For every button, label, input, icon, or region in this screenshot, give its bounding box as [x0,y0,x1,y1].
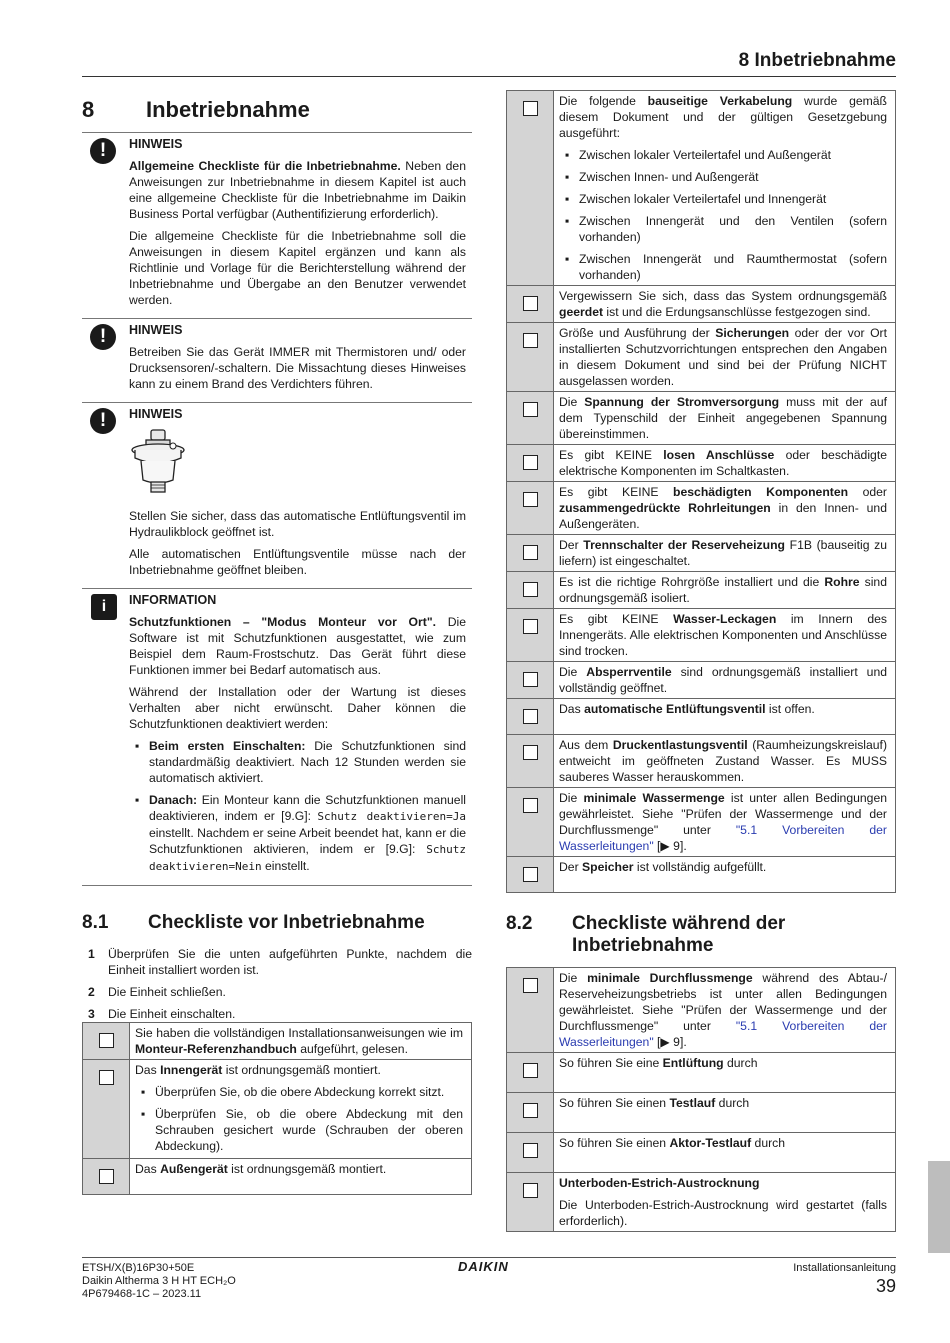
footer-rule [82,1257,896,1258]
exclamation-icon: ! [90,138,116,164]
checkbox[interactable] [523,101,538,116]
table-row: Sie haben die vollständigen Installationsanweisungen wie im Monteur-Referenzhandbuch aufgeführt, gelesen. [83,1023,472,1060]
list-item: ▪ Danach: Ein Monteur kann die Schutzfunktionen manuell deaktivieren, indem er [9.G]: Schutz deaktivieren=Ja einstellt. Nachdem er seine Arbeit beendet hat, kann er die Schutzfunktionen aktivieren, indem er [9.G]: Schutz deaktivieren=Nein einstellt. [135,793,467,873]
table-row: Die Spannung der Stromversorgung muss mit der auf dem Typenschild der Einheit angegebenen Spannung übereinstimmen. [507,392,896,445]
list-item: ▪ Zwischen lokaler Verteilertafel und Außengerät [565,148,832,162]
note-general-checklist [82,132,472,314]
checkbox[interactable] [523,867,538,882]
checkbox[interactable] [523,978,538,993]
list-item: ▪ Beim ersten Einschalten: Die Schutzfunktionen sind standardmäßig deaktiviert. Nach 12 Stunden werden sie automatisch aktiviert. [135,739,466,785]
checkbox[interactable] [523,619,538,634]
exclamation-icon: ! [90,324,116,350]
checkbox[interactable] [523,745,538,760]
exclamation-icon: ! [90,408,116,434]
checkbox[interactable] [523,798,538,813]
table-row: So führen Sie einen Aktor-Testlauf durch [507,1133,896,1173]
table-row: Der Trennschalter der Reserveheizung F1B (bauseitig zu liefern) ist eingeschaltet. [507,535,896,572]
checkbox[interactable] [523,545,538,560]
list-item: ▪ Überprüfen Sie, ob die obere Abdeckung mit den Schrauben gesichert wurde (Schrauben der oberen Abdeckung). [141,1107,463,1153]
list-item: ▪ Zwischen Innengerät und Raumthermostat (sofern vorhanden) [565,252,887,282]
note-heading: INFORMATION [129,593,217,607]
note-protection-functions [82,588,472,886]
footer-doc-info: ETSH/X(B)16P30+50E Daikin Altherma 3 H HT ECH₂O 4P679468-1C – 2023.11 [82,1262,236,1300]
table-row: Unterboden-Estrich-Austrocknung Die Unterboden-Estrich-Austrocknung wird gestartet (falls erforderlich). [507,1173,896,1232]
table-row: Es gibt KEINE losen Anschlüsse oder beschädigte elektrische Komponenten im Schaltkasten. [507,445,896,482]
table-row: Es gibt KEINE beschädigten Komponenten oder zusammengedrückte Rohrleitungen in den Innen- und Außengeräten. [507,482,896,535]
checklist-before-commissioning [82,1022,472,1195]
checkbox[interactable] [523,709,538,724]
checkbox[interactable] [523,1183,538,1198]
checkbox[interactable] [523,333,538,348]
table-row: Das Innengerät ist ordnungsgemäß montiert. ▪ Überprüfen Sie, ob die obere Abdeckung korrekt sitzt. ▪ Überprüfen Sie, ob die obere Abdeckung mit den Schrauben gesichert wurde (Schrauben der oberen Abdeckung). [83,1060,472,1159]
checkbox[interactable] [523,1063,538,1078]
list-item: ▪ Zwischen lokaler Verteilertafel und Innengerät [565,192,827,206]
step-item: 1 Überprüfen Sie die unten aufgeführten Punkte, nachdem die Einheit installiert worden ist. [88,947,472,977]
note-paragraph: Betreiben Sie das Gerät IMMER mit Thermistoren und/ oder Drucksensoren/-schaltern. Die Missachtung dieses Hinweises kann zu einem Brand des Verdichters führen. [129,345,466,391]
left-column [82,90,472,1195]
note-thermistors [82,318,472,398]
checkbox[interactable] [523,455,538,470]
checkbox[interactable] [99,1169,114,1184]
checkbox[interactable] [523,1143,538,1158]
note-paragraph: Die allgemeine Checkliste für die Inbetriebnahme soll die Anweisungen in diesem Kapitel ergänzen und kann als Richtlinie und Vorlage für die Berichterstellung während der Inbetriebnahme und Übergabe an den Benutzer verwendet werden. [129,229,466,307]
chapter-heading [82,90,472,130]
checkbox[interactable] [523,492,538,507]
header-rule [82,76,896,77]
info-icon: i [91,594,117,620]
checkbox[interactable] [523,672,538,687]
table-row: Die minimale Wassermenge ist unter allen Bedingungen gewährleistet. Siehe "Prüfen der Wassermenge und der Durchflussmenge" unter "5.1 Vorbereiten der Wasserleitungen" [▶ 9]. [507,788,896,857]
table-row: Die minimale Durchflussmenge während des Abtau-/ Reserveheizungsbetriebs ist unter allen Bedingungen gewährleistet. Siehe "Prüfen der Wassermenge und der Durchflussmenge" unter "5.1 Vorbereiten der Wasserleitungen" [▶ 9]. [507,968,896,1053]
side-tab-marker [928,1161,950,1253]
note-air-vent [82,402,472,584]
step-item: 3 Die Einheit einschalten. [88,1007,236,1021]
checkbox[interactable] [523,1103,538,1118]
note-paragraph: Während der Installation oder der Wartung ist dieses Verhalten aber nicht erwünscht. Daher können die Schutzfunktionen deaktiviert werden: [129,685,466,731]
note-heading: HINWEIS [129,323,183,337]
note-heading: HINWEIS [129,137,183,151]
section-heading-8-1: 8.1 Checkliste vor Inbetriebnahme [82,912,425,933]
table-row: Die folgende bauseitige Verkabelung wurde gemäß diesem Dokument und der gültigen Gesetzgebung ausgeführt: ▪ Zwischen lokaler Verteilertafel und Außengerät ▪ Zwischen Innen- und Außengerät ▪ Zwischen lokaler Verteilertafel und Innengerät ▪ Zwischen Innengerät und den Ventilen (sofern vorhanden) ▪ Zwischen Innengerät und Raumthermostat (sofern vorhanden) [507,91,896,286]
note-heading: HINWEIS [129,407,183,421]
list-item: ▪ Überprüfen Sie, ob die obere Abdeckung korrekt sitzt. [141,1085,445,1099]
checkbox[interactable] [99,1070,114,1085]
footer-doc-type: Installationsanleitung [793,1262,896,1274]
page-header-title: 8 Inbetriebnahme [738,50,896,71]
note-paragraph: Allgemeine Checkliste für die Inbetriebnahme. Neben den Anweisungen zur Inbetriebnahme in diesem Kapitel ist auch eine allgemeine Checkliste für die Inbetriebnahme im Daikin Business Portal verfügbar (Authentifizierung erforderlich). [129,159,466,221]
table-row: Das Außengerät ist ordnungsgemäß montiert. [83,1159,472,1195]
chapter-title: Inbetriebnahme [146,97,310,122]
table-row: Die Absperrventile sind ordnungsgemäß installiert und vollständig geöffnet. [507,662,896,699]
note-paragraph: Stellen Sie sicher, dass das automatische Entlüftungsventil im Hydraulikblock geöffnet ist. [129,509,466,539]
right-column [506,90,896,1232]
table-row: Der Speicher ist vollständig aufgefüllt. [507,857,896,893]
step-item: 2 Die Einheit schließen. [88,985,226,999]
note-paragraph: Alle automatischen Entlüftungsventile müsse nach der Inbetriebnahme geöffnet bleiben. [129,547,466,577]
checkbox[interactable] [99,1033,114,1048]
list-item: ▪ Zwischen Innengerät und den Ventilen (sofern vorhanden) [565,214,887,244]
note-paragraph: Schutzfunktionen – "Modus Monteur vor Ort". Die Software ist mit Schutzfunktionen ausgestattet, wie zum Beispiel dem Raum-Frostschutz. Das Gerät führt diese Funktionen immer bei Bedarf automatisch aus. [129,615,466,677]
table-row: Vergewissern Sie sich, dass das System ordnungsgemäß geerdet ist und die Erdungsanschlüsse festgezogen sind. [507,286,896,323]
checkbox[interactable] [523,582,538,597]
table-row: So führen Sie einen Testlauf durch [507,1093,896,1133]
checklist-during-commissioning [506,967,896,1232]
list-item: ▪ Zwischen Innen- und Außengerät [565,170,759,184]
air-vent-valve-illustration [129,428,189,496]
section-heading-8-2: 8.2 Checkliste während der Inbetriebnahme [506,913,786,956]
checklist-before-commissioning-continued [506,90,896,893]
table-row: Das automatische Entlüftungsventil ist offen. [507,699,896,735]
daikin-logo: DAIKIN [458,1259,509,1274]
page-number: 39 [875,1276,896,1296]
table-row: Es gibt KEINE Wasser-Leckagen im Innern des Innengeräts. Alle elektrischen Komponenten und Anschlüsse sind trocken. [507,609,896,662]
step-list [82,946,472,1022]
cross-reference-link[interactable]: "5.1 Vorbereiten der Wasserleitungen" [559,1019,887,1049]
checkbox[interactable] [523,402,538,417]
cross-reference-link[interactable]: "5.1 Vorbereiten der Wasserleitungen" [559,823,887,853]
checkbox[interactable] [523,296,538,311]
chapter-number: 8 [82,97,95,122]
table-row: So führen Sie eine Entlüftung durch [507,1053,896,1093]
table-row: Es ist die richtige Rohrgröße installiert und die Rohre sind ordnungsgemäß isoliert. [507,572,896,609]
table-row: Größe und Ausführung der Sicherungen oder der vor Ort installierten Schutzvorrichtungen entsprechen den Angaben in diesem Dokument und sind bei der Prüfung NICHT ausgelassen worden. [507,323,896,392]
table-row: Aus dem Druckentlastungsventil (Raumheizungskreislauf) entweicht im geöffneten Zustand Wasser. Es MUSS sauberes Wasser herauskommen. [507,735,896,788]
